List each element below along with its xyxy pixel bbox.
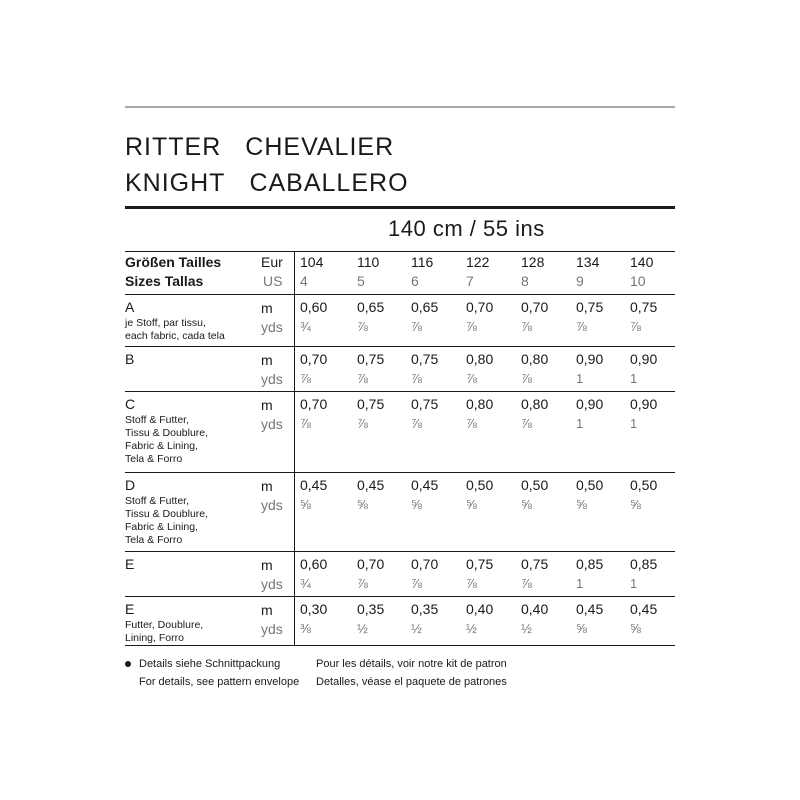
yards-value: ⅞ — [466, 576, 477, 591]
meters-value: 0,60 — [300, 556, 328, 572]
yards-value: ⅞ — [466, 371, 477, 386]
yards-value: ⅝ — [411, 497, 422, 512]
row-description: Stoff & Futter, — [125, 414, 190, 426]
title-ritter: RITTER — [125, 133, 222, 161]
unit-yds: yds — [261, 371, 283, 387]
row-divider — [125, 472, 675, 473]
row-letter: B — [125, 351, 135, 367]
meters-value: 0,50 — [630, 477, 658, 493]
yards-value: ⅞ — [411, 319, 422, 334]
yards-value: ⅞ — [357, 319, 368, 334]
unit-yds: yds — [261, 576, 283, 592]
row-description: Fabric & Lining, — [125, 440, 198, 452]
bullet-icon — [125, 661, 131, 667]
yards-value: ½ — [357, 621, 368, 636]
yards-value: 1 — [630, 416, 638, 431]
meters-value: 0,65 — [411, 299, 439, 315]
meters-value: 0,45 — [630, 601, 658, 617]
note-en: For details, see pattern envelope — [139, 676, 300, 688]
row-divider — [125, 391, 675, 392]
yards-value: ¾ — [300, 576, 311, 591]
row-description: Lining, Forro — [125, 632, 184, 644]
eur-size: 128 — [521, 254, 545, 270]
yards-value: ⅞ — [357, 416, 368, 431]
row-description: Fabric & Lining, — [125, 521, 198, 533]
yards-value: ⅝ — [630, 497, 641, 512]
us-size: 4 — [300, 273, 308, 289]
note-fr: Pour les détails, voir notre kit de patron — [316, 658, 507, 670]
row-description: each fabric, cada tela — [125, 330, 225, 342]
yards-value: ⅞ — [411, 576, 422, 591]
meters-value: 0,75 — [630, 299, 658, 315]
meters-value: 0,90 — [576, 396, 604, 412]
meters-value: 0,85 — [576, 556, 604, 572]
meters-value: 0,90 — [630, 351, 658, 367]
us-size: 7 — [466, 273, 474, 289]
meters-value: 0,50 — [521, 477, 549, 493]
meters-value: 0,30 — [300, 601, 328, 617]
yards-value: ⅞ — [411, 416, 422, 431]
meters-value: 0,80 — [466, 396, 494, 412]
yards-value: 1 — [576, 371, 584, 386]
yards-value: ⅞ — [521, 371, 532, 386]
yards-value: ½ — [466, 621, 477, 636]
meters-value: 0,75 — [357, 396, 385, 412]
row-description: Stoff & Futter, — [125, 495, 190, 507]
yards-value: 1 — [630, 576, 638, 591]
yards-value: ⅞ — [521, 319, 532, 334]
title-knight: KNIGHT — [125, 169, 226, 197]
meters-value: 0,40 — [521, 601, 549, 617]
yards-value: ⅝ — [576, 497, 587, 512]
yards-value: ⅝ — [576, 621, 587, 636]
meters-value: 0,85 — [630, 556, 658, 572]
meters-value: 0,90 — [576, 351, 604, 367]
row-divider — [125, 596, 675, 597]
row-letter: E — [125, 556, 135, 572]
yards-value: ⅞ — [411, 371, 422, 386]
unit-m: m — [261, 557, 273, 573]
row-letter: A — [125, 299, 135, 315]
yards-value: 1 — [630, 371, 638, 386]
sizes-label-1: Größen Tailles — [125, 254, 222, 270]
unit-yds: yds — [261, 621, 283, 637]
yards-value: ⅞ — [630, 319, 641, 334]
meters-value: 0,70 — [300, 351, 328, 367]
yards-value: ⅝ — [300, 497, 311, 512]
title-line-1 — [125, 132, 394, 162]
meters-value: 0,75 — [576, 299, 604, 315]
yards-value: ⅝ — [521, 497, 532, 512]
title-caballero: CABALLERO — [249, 169, 409, 197]
meters-value: 0,65 — [357, 299, 385, 315]
meters-value: 0,50 — [466, 477, 494, 493]
unit-m: m — [261, 602, 273, 618]
us-size: 5 — [357, 273, 365, 289]
us-size: 8 — [521, 273, 529, 289]
meters-value: 0,75 — [411, 351, 439, 367]
row-letter: D — [125, 477, 136, 493]
unit-m: m — [261, 397, 273, 413]
meters-value: 0,75 — [521, 556, 549, 572]
sizes-label-2: Sizes Tallas — [125, 273, 204, 289]
column-divider — [294, 251, 295, 645]
meters-value: 0,70 — [521, 299, 549, 315]
meters-value: 0,80 — [521, 396, 549, 412]
row-description: Tissu & Doublure, — [125, 508, 209, 520]
unit-m: m — [261, 300, 273, 316]
title-line-2 — [125, 168, 409, 198]
note-de: Details siehe Schnittpackung — [139, 658, 281, 670]
meters-value: 0,45 — [357, 477, 385, 493]
eur-size: 140 — [630, 254, 654, 270]
meters-value: 0,40 — [466, 601, 494, 617]
row-description: Futter, Doublure, — [125, 619, 204, 631]
meters-value: 0,70 — [466, 299, 494, 315]
row-description: je Stoff, par tissu, — [125, 317, 206, 329]
yards-value: ⅞ — [466, 319, 477, 334]
eur-size: 104 — [300, 254, 324, 270]
row-description: Tela & Forro — [125, 534, 183, 546]
yards-value: ⅞ — [576, 319, 587, 334]
row-description: Tissu & Doublure, — [125, 427, 209, 439]
meters-value: 0,80 — [466, 351, 494, 367]
meters-value: 0,90 — [630, 396, 658, 412]
row-letter: E — [125, 601, 135, 617]
row-divider — [125, 645, 675, 646]
fabric-width: 140 cm / 55 ins — [388, 216, 545, 241]
meters-value: 0,80 — [521, 351, 549, 367]
unit-yds: yds — [261, 319, 283, 335]
meters-value: 0,75 — [411, 396, 439, 412]
meters-value: 0,70 — [357, 556, 385, 572]
meters-value: 0,35 — [357, 601, 385, 617]
meters-value: 0,45 — [411, 477, 439, 493]
yards-value: ¾ — [300, 319, 311, 334]
row-letter: C — [125, 396, 136, 412]
yards-value: 1 — [576, 416, 584, 431]
eur-label: Eur — [261, 254, 283, 270]
yards-value: ⅞ — [521, 576, 532, 591]
meters-value: 0,60 — [300, 299, 328, 315]
yards-value: ⅞ — [300, 371, 311, 386]
yards-value: ⅝ — [630, 621, 641, 636]
yards-value: ⅞ — [300, 416, 311, 431]
yards-value: ⅞ — [521, 416, 532, 431]
meters-value: 0,70 — [300, 396, 328, 412]
title-rule — [125, 206, 675, 209]
meters-value: 0,45 — [576, 601, 604, 617]
row-divider — [125, 346, 675, 347]
unit-m: m — [261, 352, 273, 368]
yards-value: ⅝ — [357, 497, 368, 512]
meters-value: 0,35 — [411, 601, 439, 617]
yards-value: ⅞ — [466, 416, 477, 431]
us-size: 9 — [576, 273, 584, 289]
yards-value: ⅝ — [466, 497, 477, 512]
row-divider — [125, 551, 675, 552]
yards-value: ½ — [411, 621, 422, 636]
yards-value: ⅞ — [357, 371, 368, 386]
meters-value: 0,75 — [357, 351, 385, 367]
note-es: Detalles, véase el paquete de patrones — [316, 676, 507, 688]
meters-value: 0,75 — [466, 556, 494, 572]
yards-value: ½ — [521, 621, 532, 636]
meters-value: 0,70 — [411, 556, 439, 572]
meters-value: 0,50 — [576, 477, 604, 493]
us-size: 6 — [411, 273, 419, 289]
eur-size: 110 — [357, 254, 380, 270]
unit-yds: yds — [261, 497, 283, 513]
row-description: Tela & Forro — [125, 453, 183, 465]
eur-size: 122 — [466, 254, 490, 270]
row-divider — [125, 251, 675, 252]
row-divider — [125, 294, 675, 295]
eur-size: 116 — [411, 254, 434, 270]
yards-value: ⅜ — [300, 621, 311, 636]
unit-yds: yds — [261, 416, 283, 432]
meters-value: 0,45 — [300, 477, 328, 493]
top-rule — [125, 106, 675, 108]
us-label: US — [263, 273, 283, 289]
unit-m: m — [261, 478, 273, 494]
yards-value: 1 — [576, 576, 584, 591]
yards-value: ⅞ — [357, 576, 368, 591]
eur-size: 134 — [576, 254, 600, 270]
us-size: 10 — [630, 273, 646, 289]
title-chevalier: CHEVALIER — [245, 133, 395, 161]
